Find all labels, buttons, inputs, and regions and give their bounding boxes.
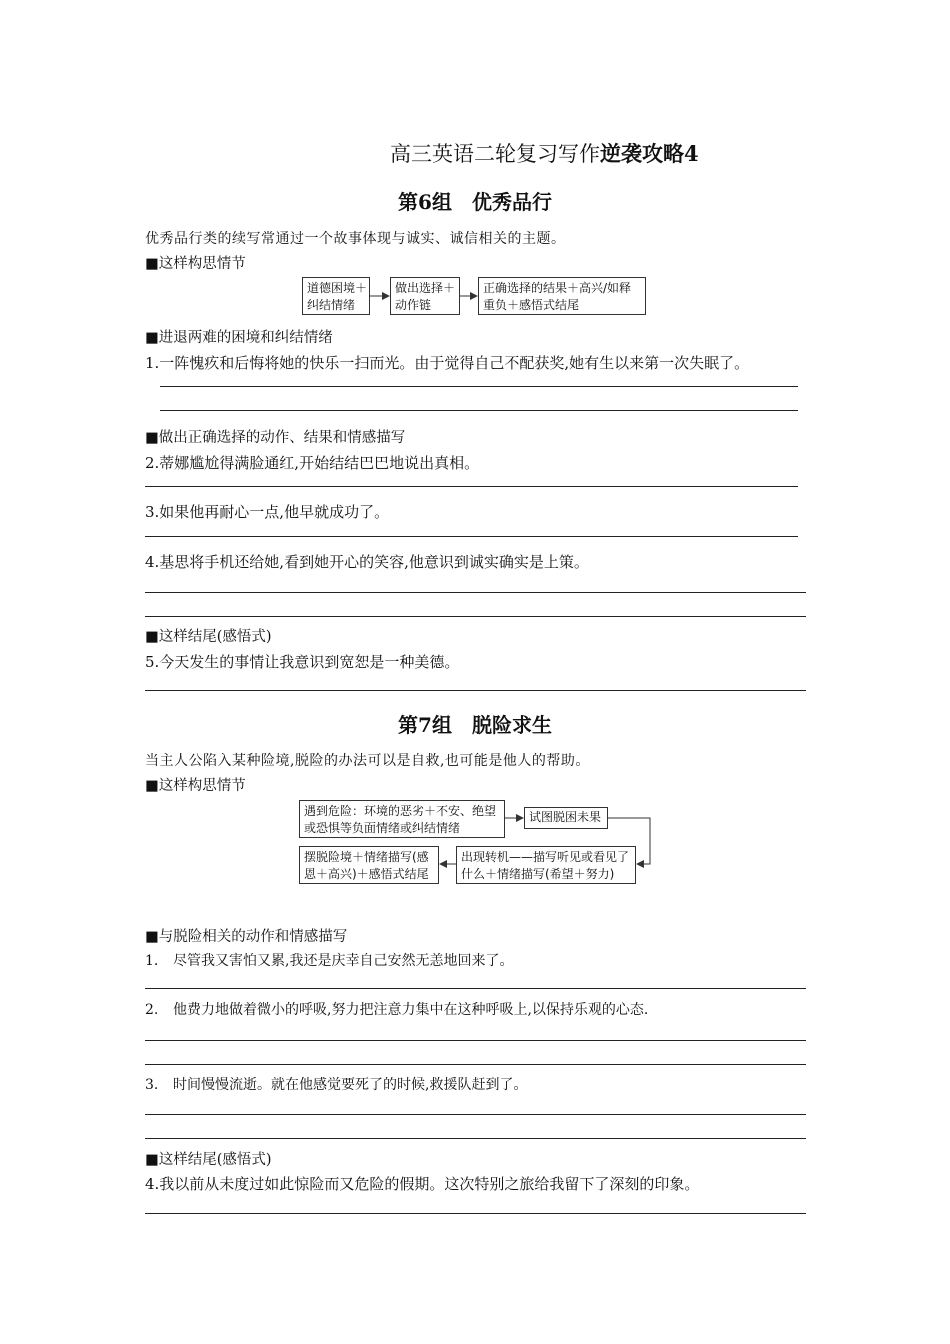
group6-plot-heading: ■这样构思情节 (145, 256, 246, 272)
answer-line (145, 1138, 806, 1139)
group7-item-1: 1. 尽管我又害怕又累,我还是庆幸自己安然无恙地回来了。 (145, 953, 514, 969)
group7-plot-heading: ■这样构思情节 (145, 778, 246, 794)
flow7-box-1: 遇到危险：环境的恶劣＋不安、绝望 或恐惧等负面情绪或纠结情绪 (299, 800, 505, 838)
group6-dilemma-heading: ■进退两难的困境和纠结情绪 (145, 330, 333, 346)
group6-title: 第6组 优秀品行 (398, 190, 552, 214)
answer-line (145, 1064, 806, 1065)
group7-item-2: 2. 他费力地做着微小的呼吸,努力把注意力集中在这种呼吸上,以保持乐观的心态. (145, 1002, 649, 1018)
group6-item-3: 3.如果他再耐心一点,他早就成功了。 (145, 503, 390, 521)
flow6-box-3: 正确选择的结果＋高兴/如释 重负＋感悟式结尾 (478, 277, 646, 315)
answer-line (145, 988, 806, 989)
group6-item-4: 4.基思将手机还给她,看到她开心的笑容,他意识到诚实确实是上策。 (145, 553, 589, 571)
title-bold: 逆袭攻略4 (600, 141, 699, 166)
answer-line (145, 1040, 806, 1041)
answer-line (145, 1213, 806, 1214)
group7-action-heading: ■与脱险相关的动作和情感描写 (145, 929, 348, 945)
group7-intro: 当主人公陷入某种险境,脱险的办法可以是自救,也可能是他人的帮助。 (145, 753, 590, 769)
group6-item-5: 5.今天发生的事情让我意识到宽恕是一种美德。 (145, 653, 460, 671)
group6-item-1: 1.一阵愧疚和后悔将她的快乐一扫而光。由于觉得自己不配获奖,她有生以来第一次失眠了。 (145, 354, 750, 372)
flow7-box-3: 出现转机——描写听见或看见了 什么＋情绪描写(希望＋努力) (456, 846, 636, 884)
group6-choice-heading: ■做出正确选择的动作、结果和情感描写 (145, 430, 406, 446)
group7-item-3: 3. 时间慢慢流逝。就在他感觉要死了的时候,救援队赶到了。 (145, 1077, 528, 1093)
group7-ending-heading: ■这样结尾(感悟式) (145, 1152, 272, 1168)
flow7-box-4: 摆脱险境＋情绪描写(感 恩＋高兴)＋感悟式结尾 (299, 846, 439, 884)
group6-item-2: 2.蒂娜尴尬得满脸通红,开始结结巴巴地说出真相。 (145, 454, 480, 472)
arrow-7-2 (608, 818, 650, 864)
flow6-box-2: 做出选择＋ 动作链 (390, 277, 460, 315)
group7-title: 第7组 脱险求生 (398, 713, 552, 737)
group6-ending-heading: ■这样结尾(感悟式) (145, 629, 272, 645)
flow6-box-1: 道德困境＋ 纠结情绪 (302, 277, 370, 315)
group7-item-4: 4.我以前从未度过如此惊险而又危险的假期。这次特别之旅给我留下了深刻的印象。 (145, 1175, 700, 1193)
answer-line (145, 1114, 806, 1115)
group6-intro: 优秀品行类的续写常通过一个故事体现与诚实、诚信相关的主题。 (145, 231, 566, 247)
title-normal: 高三英语二轮复习写作 (390, 142, 600, 166)
flow7-box-2: 试图脱困未果 (524, 807, 608, 829)
